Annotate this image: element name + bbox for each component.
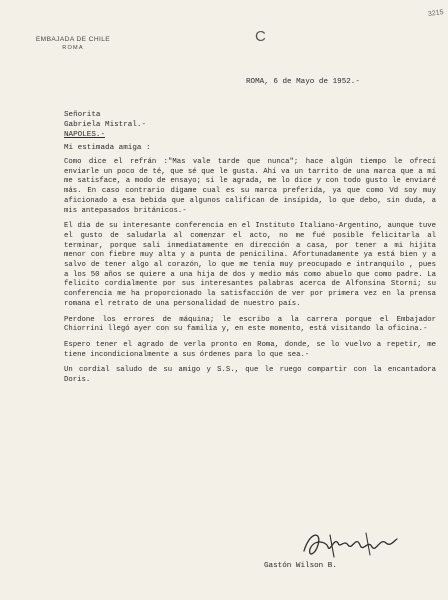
recipient-title: Señorita bbox=[64, 111, 101, 119]
letterhead bbox=[18, 36, 128, 51]
salutation: Mi estimada amiga : bbox=[64, 144, 151, 152]
letterhead-embassy: EMBAJADA DE CHILE bbox=[35, 36, 111, 43]
archive-mark: C bbox=[255, 28, 266, 45]
recipient-city: NAPOLES.- bbox=[64, 131, 106, 139]
paragraph-3: Perdone los errores de máquina; le escribo a la carrera porque el Embajador Chiorrini llegó ayer con su familia y, en este momento, está visitando la oficina.- bbox=[64, 315, 436, 334]
paragraph-4: Espero tener el agrado de verla pronto en Roma, donde, se lo vuelvo a repetir, me tiene incondicionalmente a sus órdenes para lo que sea.- bbox=[64, 340, 436, 359]
recipient-address bbox=[64, 110, 146, 140]
paragraph-2: El día de su interesante conferencia en el Instituto Italiano-Argentino, aunque tuve el gusto de saludarla al comenzar el acto, no me fué posible felicitarla al terminar, porque salí inmediatamente en dirección a casa, por tener a mi hijita menor con fiebre muy alta y a punta de penicilina. Afortunadamente ya está bien y a salvo de tener algo al corazón, lo que me tenía muy preocupado e intranquilo , pues a los 50 años se quiere a una hija de dos y medio más como abuelo que como padre. La felicito cordialmente por sus interesantes palabras acerca de Alfonsina Storni; su conferencia me ha proporcionado la satisfacción de ver por primera vez en la prensa romana el retrato de una personalidad de nuestro país. bbox=[64, 222, 436, 308]
letter-date: ROMA, 6 de Mayo de 1952.- bbox=[246, 78, 360, 86]
letter-body bbox=[64, 158, 436, 392]
archive-number: 3215 bbox=[427, 8, 444, 19]
recipient-name: Gabriela Mistral.- bbox=[64, 121, 147, 129]
handwritten-signature bbox=[300, 527, 400, 563]
sender-name: Gastón Wilson B. bbox=[264, 562, 337, 570]
paragraph-5: Un cordial saludo de su amigo y S.S., que le ruego compartir con la encantadora Doris. bbox=[64, 366, 436, 385]
letterhead-city: ROMA bbox=[62, 45, 84, 51]
paragraph-1: Como dice el refrán :"Mas vale tarde que nunca"; hace algún tiempo le ofrecí enviarle un poco de té, que sé que le gusta. Ahí va un tarrito de una marca que a mí me satisface, a modo de ensayo; si le agrada, me lo dice y con todo gusto le enviaré más. En caso contrario dígame cual es su marca preferida, ya que como Vd soy muy aficionado a esa bebida que algunos califican de insípida, lo que debo, sin duda, a mis antepasados británicos.- bbox=[64, 158, 436, 215]
